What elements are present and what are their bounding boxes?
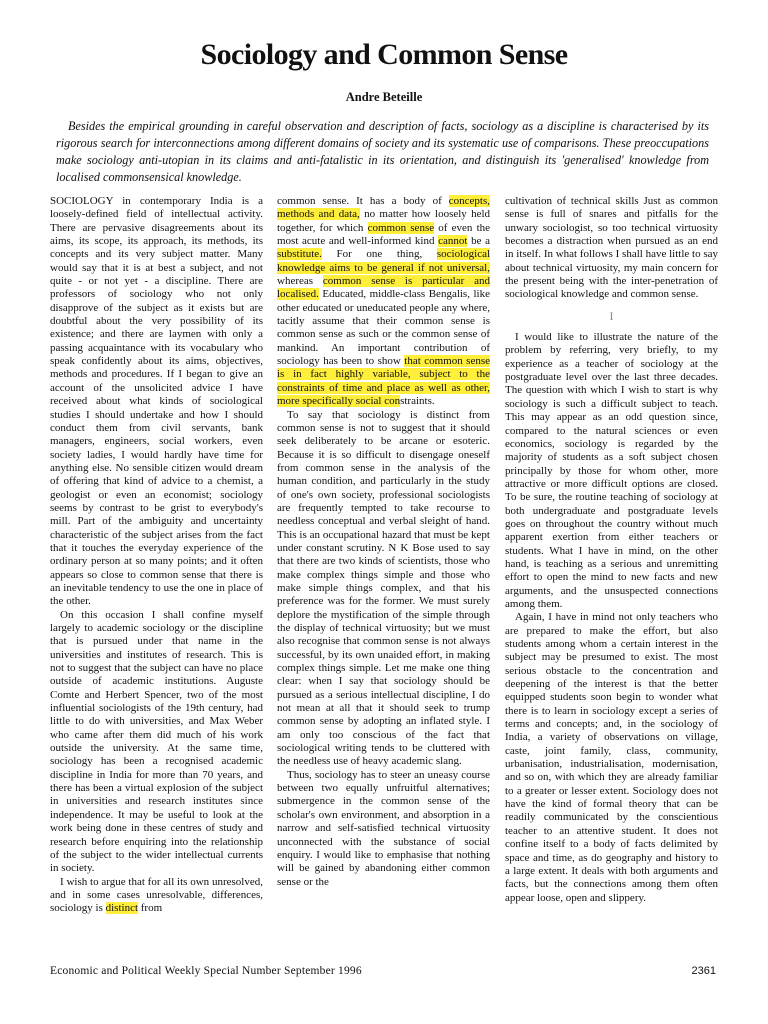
- highlighted-text: substitute.: [277, 248, 322, 261]
- paragraph: cultivation of technical skills Just as common sense is full of snares and pitfalls for the unwary sociologist, so too technical virtuosity becomes a distraction when pursued as an end in itself. In what follows I shall have little to say about technical virtuosity, my main concern for the present being with the inter-penetration of sociological knowledge and common sense.: [505, 195, 718, 301]
- highlighted-text: common sense: [367, 221, 435, 234]
- highlighted-text: common sense is particular and localised.: [277, 275, 490, 301]
- column-1: [50, 195, 263, 940]
- paragraph: Again, I have in mind not only teachers who are prepared to make the effort, but also students among whom a certain interest in the subject may be presumed to exist. The most serious obstacle to the concentration and deepening of the interest is that the better equipped students soon begin to wonder what there is to learn in sociology except a series of terms and concepts; and, in the sociology of India, a variety of observations on village, caste, joint family, class, community, urbanisation, industrialisation, modernisation, and so on, with which they are already familiar to a greater or lesser extent. Sociology does not have the kind of formal theory that can be readily communicated by the conscientious teacher to an attentive student. It does not confine itself to a body of facts delimited by space and time, as do geography and history to a large extent. It deals with both arguments and facts, but the connections among them often appear loose, open and slippery.: [505, 611, 718, 904]
- paragraph: I would like to illustrate the nature of the problem by referring, very briefly, to my experience as a teacher of sociology at the postgraduate level over the last three decades. The question with which I wish to start is why sociology is such a difficult subject to teach. This may appear as an odd question since, compared to the natural sciences or even economics, sociology is regarded by the majority of students as a soft subject chosen principally by those for whom other, more attractive or more difficult options are closed. To be sure, the routine teaching of sociology at both undergraduate and postgraduate levels goes on throughout the country without much apparent exertion from either teachers or students. What I have in mind, on the other hand, is teaching as a serious and unremitting effort to open the mind to new facts and new arguments, and the unsuspected connections among them.: [505, 331, 718, 610]
- paragraph: Thus, sociology has to steer an uneasy course between two equally unfruitful alternatives; submergence in the common sense of the scholar's own environment, and absorption in a narrow and self-satisfied technical virtuosity unconnected with the substance of social enquiry. I would like to emphasise that nothing will be gained by abandoning either common sense or the: [277, 768, 490, 888]
- abstract: Besides the empirical grounding in careful observation and description of facts, sociology as a discipline is characterised by its rigorous search for interconnections among different domains of society and its systematic use of comparisons. These preoccupations make sociology anti-utopian in its claims and anti-fatalistic in its orientation, and distinguish its 'generalised' knowledge from localised commonsensical knowledge.: [56, 119, 709, 184]
- highlighted-text: concepts, methods and data,: [277, 195, 490, 221]
- highlighted-text: sociological knowledge aims to be general if not universal,: [277, 248, 490, 274]
- column-3: [505, 195, 718, 940]
- section-number: I: [609, 308, 614, 323]
- paragraph: SOCIOLOGY in contemporary India is a loosely-defined field of intellectual activity. There are pervasive disagreements about its aims, its scope, its approach, its methods, its concepts and its very subject matter. Many would say that it is at best a subject, and not quite - or not yet - a discipline. There are professors of sociology who not only disapprove of the subject as it exists but are doubtful about the very possibility of its existence; and there are laymen with only a passing acquaintance with its vocabulary who speak confidently about its aims, objectives, methods and procedures. If I began to give an account of the unsolicited advice I have received about what kinds of sociological studies I should undertake and how I should conduct them from civil servants, bank managers, engineers, social workers, even society ladies, I would hardly have time for anything else. No sensible citizen would dream of offering that kind of advice to a chemist, a geologist or even an economist; sociology seems by contrast to be grist to everybody's mill. Part of the ambiguity and uncertainty characteristic of the subject arises from the fact that it touches the everyday experience of the ordinary person at so many points; and it often appears so close to common sense that there is an inevitable tendency to use the one in place of the other.: [50, 195, 263, 608]
- paragraph: I wish to argue that for all its own unresolved, and in some cases unresolvable, differences, sociology is distinct from: [50, 875, 263, 915]
- article-title: Sociology and Common Sense: [200, 38, 568, 71]
- author-name: Andre Beteille: [345, 90, 423, 104]
- highlighted-text: cannot: [438, 235, 468, 248]
- paragraph: common sense. It has a body of concepts, methods and data, no matter how loosely held together, for which common sense of even the most acute and well-informed kind cannot be a substitute. For one thing, sociological knowledge aims to be general if not universal, whereas common sense is particular and localised. Educated, middle-class Bengalis, like other educated or uneducated people any where, tacitly assume that their common sense is common sense as such or the common sense of mankind. An important contribution of sociology has been to show that common sense is in fact highly variable, subject to the constraints of time and place as well as other, more specifically social constraints.: [277, 195, 490, 408]
- paragraph: To say that sociology is distinct from common sense is not to suggest that it should seek deliberately to be arcane or esoteric. Because it is so difficult to disengage oneself from common sense in the analysis of the human condition, and particularly in the study of one's own society, professional sociologists are frequently tempted to take recourse to needless conceptual and verbal sleight of hand. This is an occupational hazard that must be kept under constant scrutiny. N K Bose used to say that there are two kinds of scientists, those who make complex things simple and those who make simple things complex, and that his preference was for the former. We must surely deplore the mystification of the simple through the display of technical virtuosity; but we must also recognise that common sense is not always successful, by its own unaided effort, in making complex things simple. Let me make one thing clear: when I say that sociology should be pursued as a serious intellectual discipline, I do not mean at all that it should seek to trump common sense by adopting an inflated style. I am only too conscious of the fact that sociological writing tends to be cluttered with the needless use of heavy academic slang.: [277, 408, 490, 768]
- highlighted-text: distinct: [105, 902, 139, 915]
- highlighted-text: that common sense is in fact highly variable, subject to the constraints of time and place as well as other, more specifically social con: [277, 355, 490, 408]
- column-2: [277, 195, 490, 940]
- journal-footer: Economic and Political Weekly Special Number September 1996: [50, 965, 362, 977]
- paragraph: On this occasion I shall confine myself largely to academic sociology or the discipline that is pursued under that name in the universities and institutes of research. This is not to suggest that the subject can have no place outside of academic institutions. Auguste Comte and Herbert Spencer, two of the most influential sociologists of the 19th century, had little to do with universities, and Max Weber who came after them did much of his work outside the university. At the same time, sociology has been a recognised academic discipline in India for more than 70 years, and there has been a virtual explosion of the subject in universities and research institutes since independence. It may be useful to look at the work being done in these centres of study and research before enquiring into the relationship of the subject to the wider intellectual currents in society.: [50, 608, 263, 875]
- page-number: 2361: [691, 965, 716, 977]
